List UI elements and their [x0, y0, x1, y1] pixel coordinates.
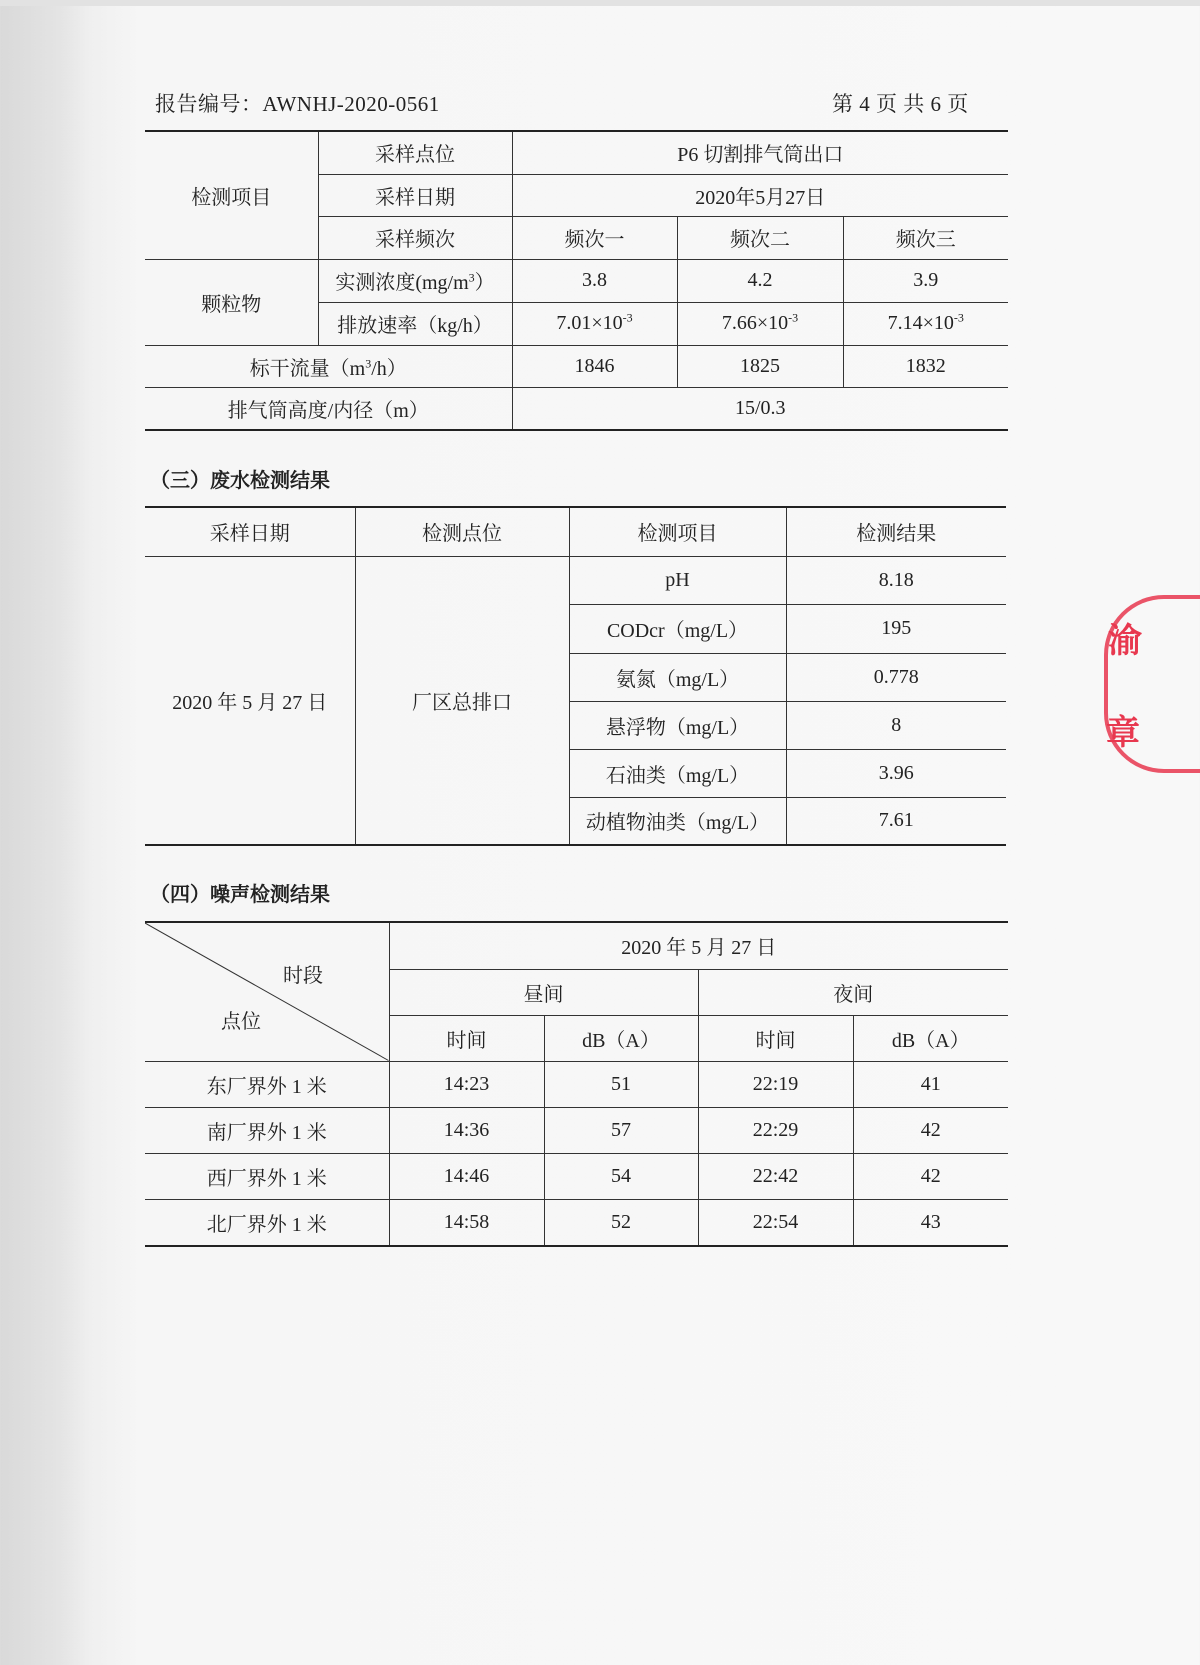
ww-result: 8: [786, 701, 1006, 749]
corner-bottom-label: 点位: [221, 1011, 261, 1033]
ww-header-date: 采样日期: [145, 507, 355, 556]
ww-item: 石油类（mg/L）: [569, 749, 786, 797]
rate-label: 排放速率（kg/h）: [318, 302, 512, 345]
night-time: 22:19: [698, 1061, 853, 1107]
noise-site: 东厂界外 1 米: [145, 1061, 389, 1107]
day-time: 14:23: [389, 1061, 544, 1107]
exhaust-gas-table: [145, 130, 1008, 431]
stack-value: 15/0.3: [512, 387, 1008, 430]
freq-3: 频次三: [843, 216, 1008, 259]
noise-row: [145, 1061, 1008, 1107]
pollutant: 颗粒物: [145, 259, 318, 345]
conc-1: 3.8: [512, 259, 677, 302]
night-db: 42: [853, 1107, 1008, 1153]
noise-row: [145, 1107, 1008, 1153]
diagonal-line: [145, 923, 389, 1061]
freq-1: 频次一: [512, 216, 677, 259]
ww-header-result: 检测结果: [786, 507, 1006, 556]
freq-label: 采样频次: [318, 216, 512, 259]
noise-site: 北厂界外 1 米: [145, 1199, 389, 1246]
noise-table: [145, 921, 1008, 1247]
day-label: 昼间: [389, 969, 698, 1015]
flow-3: 1832: [843, 345, 1008, 387]
stack-label: 排气筒高度/内径（m）: [145, 387, 512, 430]
ww-result: 3.96: [786, 749, 1006, 797]
scan-edge: [0, 0, 1200, 6]
report-number: 报告编号：AWNHJ-2020-0561: [155, 92, 440, 116]
flow-label: 标干流量$(m^3/h)$: [145, 345, 512, 387]
corner-top-label: 时段: [283, 965, 323, 987]
ww-item: CODcr（mg/L）: [569, 604, 786, 653]
ww-date: 2020 年 5 月 27 日: [145, 556, 355, 845]
day-db-label: dB（A）: [544, 1015, 698, 1061]
day-db: 54: [544, 1153, 698, 1199]
corner-cell: [145, 922, 389, 1061]
page-number: 第 4 页 共 6 页: [832, 92, 969, 116]
day-time: 14:36: [389, 1107, 544, 1153]
ww-item: 氨氮（mg/L）: [569, 653, 786, 701]
noise-row: [145, 1199, 1008, 1246]
ww-header-site: 检测点位: [355, 507, 569, 556]
ww-item: pH: [569, 556, 786, 604]
noise-site: 南厂界外 1 米: [145, 1107, 389, 1153]
night-label: 夜间: [698, 969, 1008, 1015]
ww-item: 悬浮物（mg/L）: [569, 701, 786, 749]
day-db: 52: [544, 1199, 698, 1246]
night-time-label: 时间: [698, 1015, 853, 1061]
noise-date: 2020 年 5 月 27 日: [389, 922, 1008, 969]
conc-2: 4.2: [677, 259, 843, 302]
freq-2: 频次二: [677, 216, 843, 259]
ww-result: 8.18: [786, 556, 1006, 604]
ww-item: 动植物油类（mg/L）: [569, 797, 786, 845]
day-db: 51: [544, 1061, 698, 1107]
site-label: 采样点位: [318, 131, 512, 174]
night-time: 22:54: [698, 1199, 853, 1246]
ww-result: 195: [786, 604, 1006, 653]
night-db: 43: [853, 1199, 1008, 1246]
night-time: 22:42: [698, 1153, 853, 1199]
conc-label: 实测浓度$(mg/m^3)$: [318, 259, 512, 302]
night-db-label: dB（A）: [853, 1015, 1008, 1061]
ww-site: 厂区总排口: [355, 556, 569, 845]
day-time: 14:46: [389, 1153, 544, 1199]
night-db: 41: [853, 1061, 1008, 1107]
ww-result: 0.778: [786, 653, 1006, 701]
day-time: 14:58: [389, 1199, 544, 1246]
flow-2: 1825: [677, 345, 843, 387]
day-time-label: 时间: [389, 1015, 544, 1061]
item-label: 检测项目: [145, 131, 318, 259]
wastewater-table: [145, 506, 1006, 846]
noise-section-title: （四）噪声检测结果: [150, 882, 330, 906]
site-value: P6 切割排气筒出口: [512, 131, 1008, 174]
night-db: 42: [853, 1153, 1008, 1199]
rate-3: $7.14\times 10^{-3}$: [843, 302, 1008, 345]
noise-site: 西厂界外 1 米: [145, 1153, 389, 1199]
flow-1: 1846: [512, 345, 677, 387]
wastewater-section-title: （三）废水检测结果: [150, 468, 330, 492]
night-time: 22:29: [698, 1107, 853, 1153]
official-seal-stamp: 渝 章: [1098, 595, 1168, 770]
rate-1: $7.01\times 10^{-3}$: [512, 302, 677, 345]
day-db: 57: [544, 1107, 698, 1153]
date-label: 采样日期: [318, 174, 512, 216]
date-value: 2020年5月27日: [512, 174, 1008, 216]
rate-2: $7.66\times 10^{-3}$: [677, 302, 843, 345]
noise-row: [145, 1153, 1008, 1199]
ww-header-item: 检测项目: [569, 507, 786, 556]
ww-result: 7.61: [786, 797, 1006, 845]
conc-3: 3.9: [843, 259, 1008, 302]
